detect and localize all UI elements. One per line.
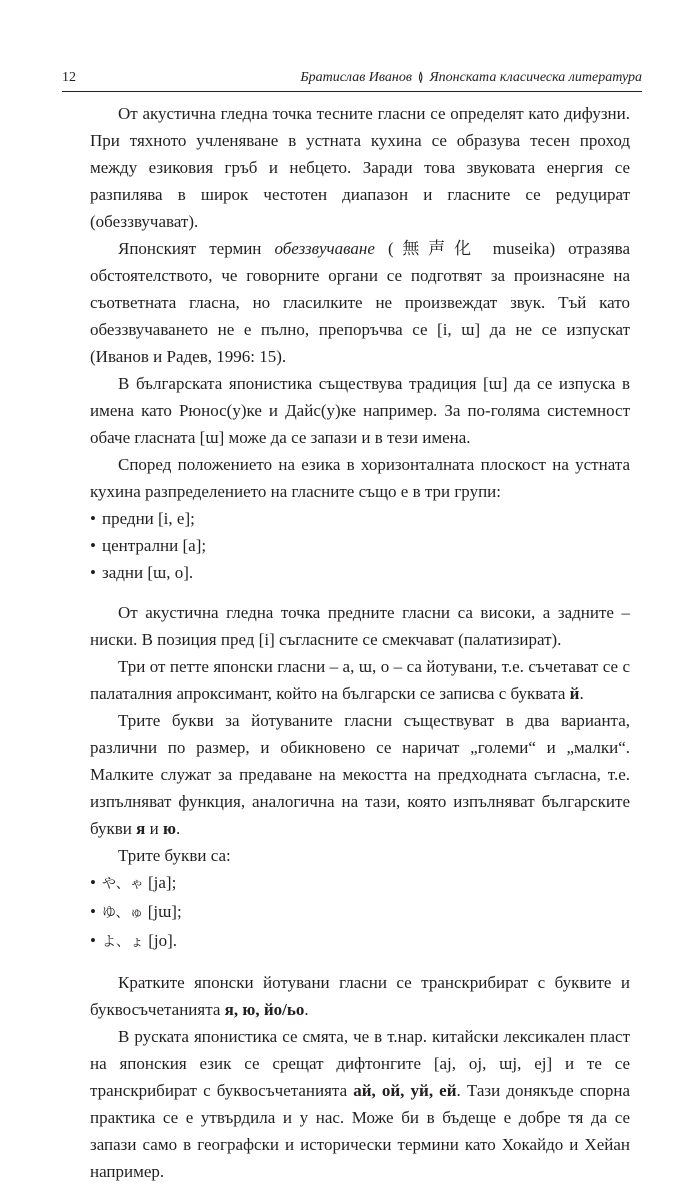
paragraph-1: От акустична гледна точка тесните гласни се определят като дифузни. При тяхното учленяване в устната кухина се образува тесен проход между езиковия гръб и небцето. Заради това звуковата енергия се разпилява в широк честотен диапазон и гласните се редуцират (обеззвучават). <box>90 104 630 231</box>
author-name: Братислав Иванов <box>300 70 412 85</box>
list-item: • предни [i, e]; <box>90 509 195 528</box>
paragraph-6: Три от петте японски гласни – a, ɯ, o – са йотувани, т.е. съчетават се с палаталния апроксимант, който на български се записва с буквата й. <box>90 657 630 703</box>
vowel-groups-list <box>90 505 630 586</box>
list-item: • よ、ょ [jo]. <box>90 931 178 950</box>
book-title: Японската класическа литература <box>429 70 642 85</box>
running-title <box>300 70 642 86</box>
paragraph-3: В българската японистика съществува традиция [ɯ] да се изпуска в имена като Рюнос(у)ке и Дайс(у)ке например. За по-голяма системност обаче гласната [ɯ] може да се запази и в тези имена. <box>90 374 630 447</box>
paragraph-5: От акустична гледна точка предните гласни са високи, а задните – ниски. В позиция пред [i] съгласните се смекчават (палатизират). <box>90 603 630 649</box>
running-header <box>62 68 642 90</box>
paragraph-9: Кратките японски йотувани гласни се транскрибират с буквите и буквосъчетанията я, ю, йо/ьо. <box>90 973 630 1019</box>
term-italic: обеззвучаване <box>274 239 375 258</box>
header-rule <box>62 91 642 92</box>
list-item: • задни [ɯ, o]. <box>90 563 194 582</box>
separator-ornament: ≬ <box>417 70 424 84</box>
page-number: 12 <box>62 70 76 85</box>
paragraph-7: Трите букви за йотуваните гласни съществуват в два варианта, различни по размер, и обикновено се наричат „големи“ и „малки“. Малките служат за предаване на мекостта на предходната съгласна, т.е. изпълняват функция, аналогична на тази, която изпълняват българските букви я и ю. <box>90 711 630 838</box>
kana-list <box>90 869 630 956</box>
paragraph-2: Японският термин обеззвучаване (無声化 museika) отразява обстоятелството, че говорните органи се подготвят за произнасяне на съответната гласна, но гласилките не произвеждат звук. Тъй като обеззвучаването не е пълно, препоръчва се [i, ɯ] да не се изпускат (Иванов и Радев, 1996: 15). <box>90 239 630 366</box>
paragraph-8: Трите букви са: <box>118 846 231 865</box>
paragraph-10: В руската японистика се смята, че в т.нар. китайски лексикален пласт на японския език се срещат дифтонгите [aj, oj, ɯj, ej] и те се транскрибират с буквосъчетанията ай, ой, уй, ей. Тази донякъде спорна практика се е утвърдила и у нас. Може би в бъдеще е добре тя да се запази само в географски и исторически термини като Хокайдо и Хейан например. <box>90 1027 631 1181</box>
list-item: • централни [a]; <box>90 536 207 555</box>
list-item: • や、ゃ [ja]; <box>90 873 177 892</box>
page-body <box>90 100 630 1185</box>
list-item: • ゆ、ゅ [jɯ]; <box>90 902 182 921</box>
paragraph-4: Според положението на езика в хоризонталната плоскост на устната кухина разпределението на гласните също е в три групи: <box>90 455 630 501</box>
